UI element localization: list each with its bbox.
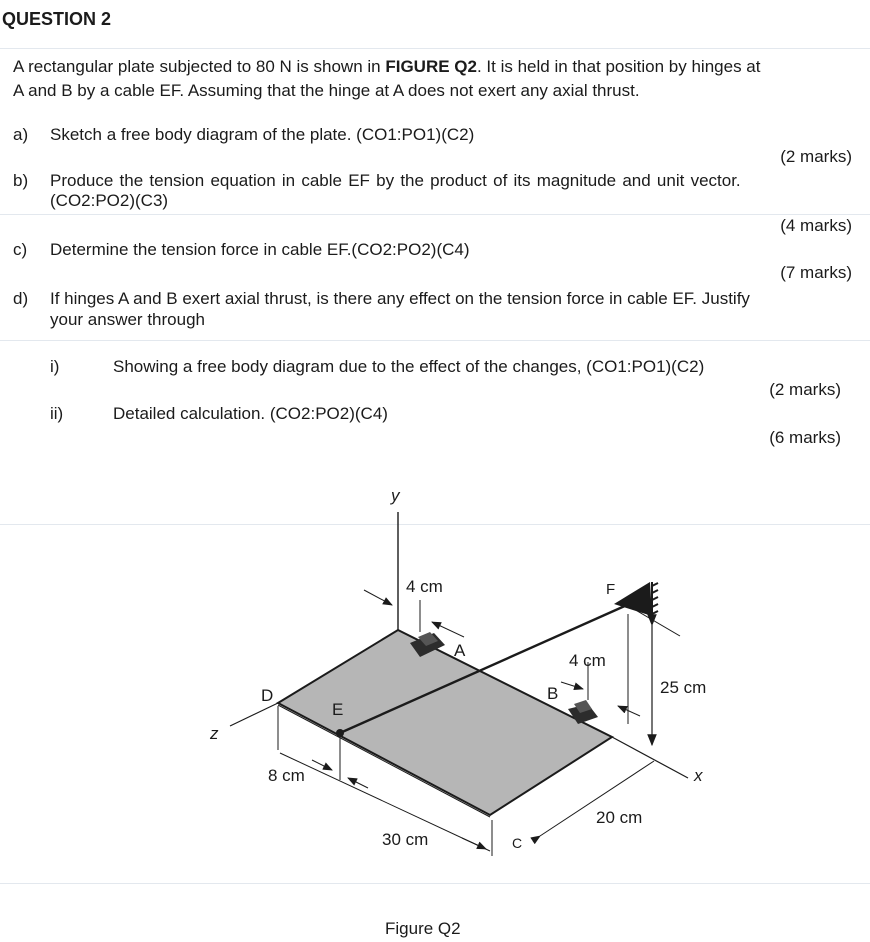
point-e-marker [336, 729, 344, 737]
point-e-label: E [332, 700, 344, 719]
q-c-label: c) [13, 240, 28, 259]
dim-8cm-arrow-1 [312, 760, 332, 770]
q-a-text: Sketch a free body diagram of the plate. (CO1:PO1)(C2) [50, 125, 475, 144]
question-title: QUESTION 2 [2, 9, 112, 29]
ext-f-ref [627, 605, 680, 636]
axis-x-label: x [694, 766, 703, 785]
sub-i-label: i) [50, 357, 60, 376]
q-d-text-2: your answer through [50, 310, 205, 329]
figure-caption: Figure Q2 [385, 919, 461, 938]
q-a-label: a) [13, 125, 29, 144]
dim-4cm-a-arrow-1 [364, 590, 392, 605]
dim-20cm-label: 20 cm [596, 808, 643, 827]
figure-ref: FIGURE Q2 [385, 57, 477, 76]
axis-z-label: z [210, 724, 219, 743]
point-d-label: D [261, 686, 274, 705]
dim-30cm-label: 30 cm [382, 830, 429, 849]
sub-i-marks: (2 marks) [769, 380, 841, 399]
z-axis [230, 703, 278, 726]
point-a-label: A [454, 641, 466, 660]
sub-ii-marks: (6 marks) [769, 428, 841, 447]
sub-ii-text: Detailed calculation. (CO2:PO2)(C4) [113, 404, 388, 423]
q-d-label: d) [13, 289, 29, 308]
sub-i-text: Showing a free body diagram due to the effect of the changes, (CO1:PO1)(C2) [113, 357, 705, 376]
point-c-label: C [512, 835, 523, 851]
dim-25cm-label: 25 cm [660, 678, 707, 697]
plate [278, 630, 612, 815]
dim-4cm-b-arrow-1 [561, 682, 583, 689]
point-f-label: F [606, 581, 616, 598]
intro-text-c: . It is held in that position by hinges at [476, 57, 761, 76]
q-d-text: If hinges A and B exert axial thrust, is there any effect on the tension force in cable EF. Justify [50, 289, 750, 308]
q-b-text: Produce the tension equation in cable EF by the product of its magnitude and unit vector. [50, 171, 741, 190]
dim-4cm-a-arrow-2 [432, 622, 464, 637]
axis-y-label: y [391, 486, 400, 505]
x-axis [612, 737, 688, 778]
q-c-text: Determine the tension force in cable EF.(CO2:PO2)(C4) [50, 240, 470, 259]
sub-ii-label: ii) [50, 404, 64, 423]
q-b-text-2: (CO2:PO2)(C3) [50, 191, 169, 210]
dim-30cm-arrow [462, 838, 486, 849]
point-b-label: B [547, 684, 559, 703]
intro-line-2: A and B by a cable EF. Assuming that the hinge at A does not exert any axial thrust. [13, 81, 640, 100]
dim-8cm-label: 8 cm [268, 766, 305, 785]
dim-4cm-b-label: 4 cm [569, 651, 606, 670]
q-b-marks: (4 marks) [780, 216, 852, 235]
q-b-label: b) [13, 171, 29, 190]
dim-4cm-b-arrow-2 [618, 706, 640, 716]
q-a-marks: (2 marks) [780, 147, 852, 166]
wall-support-f [614, 582, 658, 620]
dim-4cm-top-label: 4 cm [406, 577, 443, 596]
intro-text-a: A rectangular plate subjected to 80 N is shown in [13, 57, 386, 76]
q-c-marks: (7 marks) [780, 263, 852, 282]
